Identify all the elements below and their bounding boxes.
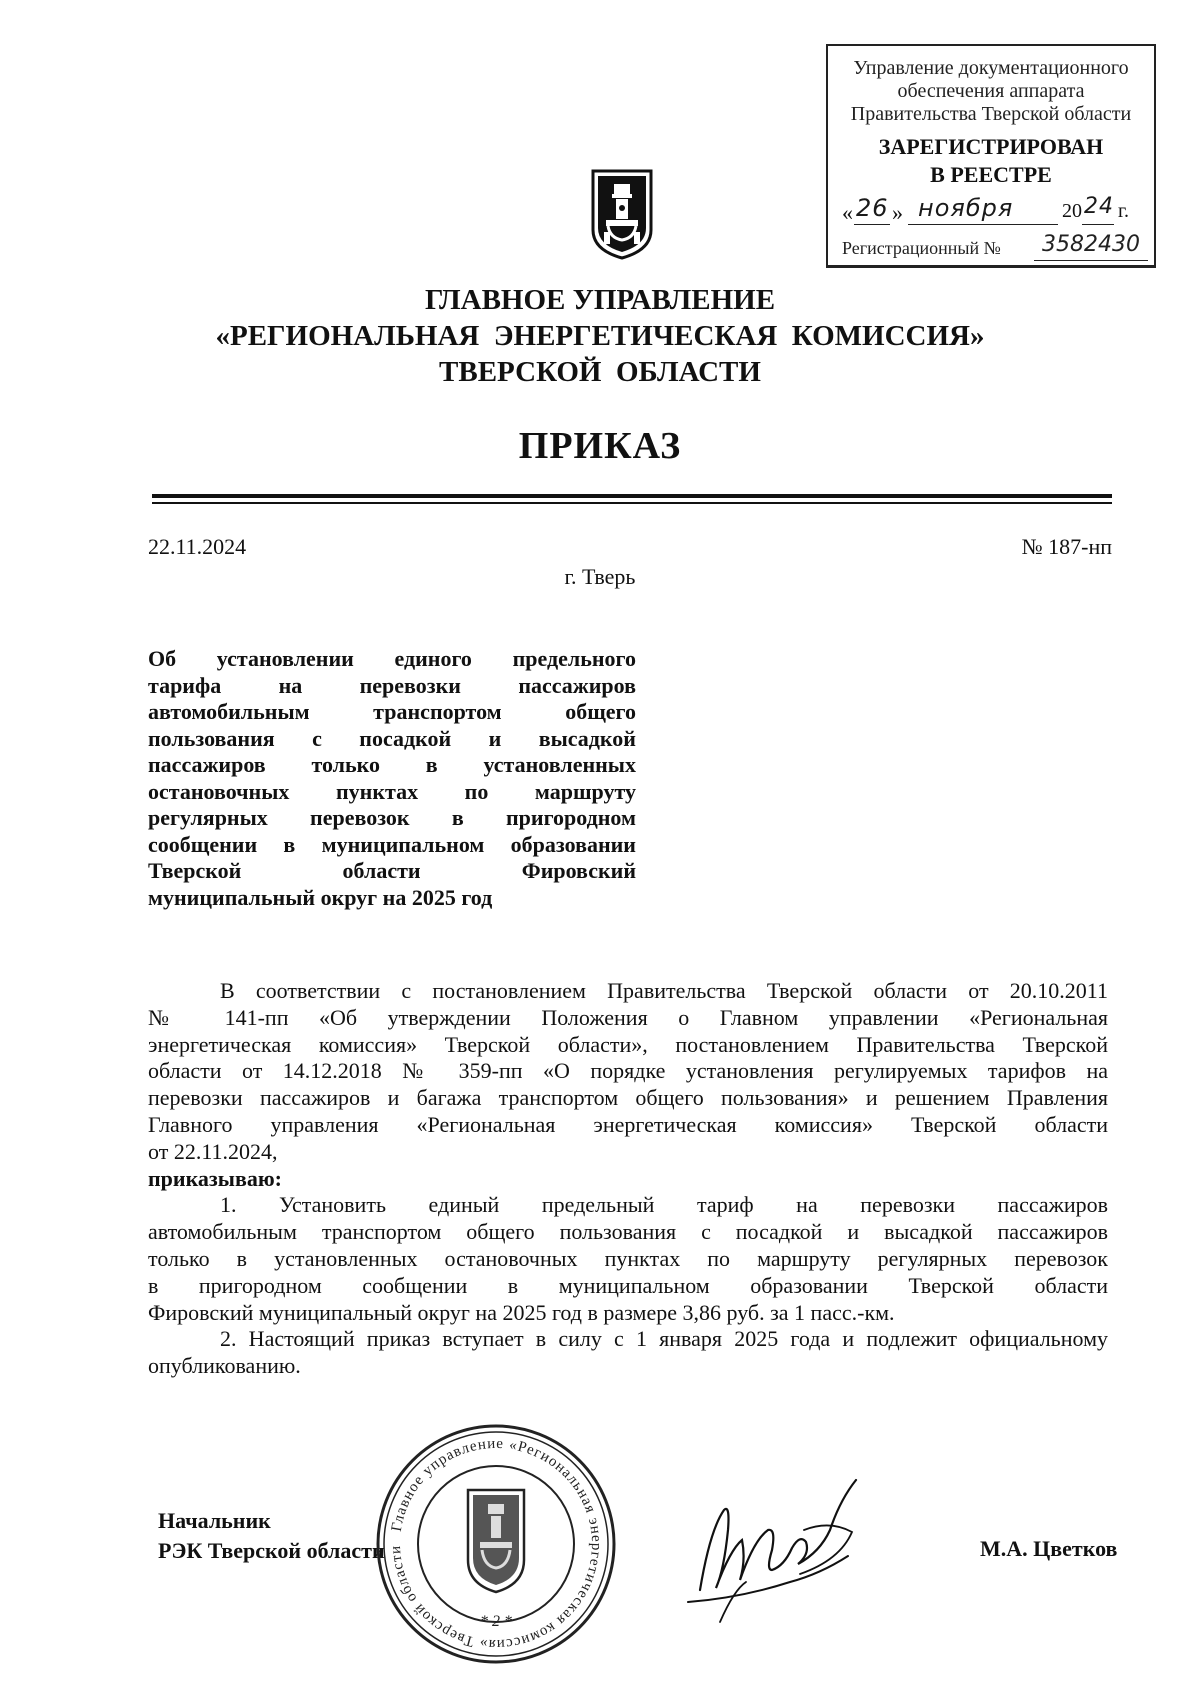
subject-line: сообщении в муниципальном образовании xyxy=(148,831,636,857)
body-line: перевозки пассажиров и багажа транспортом общего пользования» и решением Правления xyxy=(148,1085,1108,1111)
body-line: В соответствии с постановлением Правительства Тверской области от 20.10.2011 xyxy=(220,978,1108,1003)
document-date: 22.11.2024 xyxy=(148,534,247,559)
org-name-line1: ГЛАВНОЕ УПРАВЛЕНИЕ xyxy=(424,284,776,316)
body-line: энергетическая комиссия» Тверской области», постановлением Правительства Тверской xyxy=(148,1031,1108,1057)
official-seal xyxy=(372,1420,620,1668)
body-line: Главного управления «Региональная энергетическая комиссия» Тверской области xyxy=(148,1111,1108,1137)
body-line: области от 14.12.2018 № 359-пп «О порядке установления регулируемых тарифов на xyxy=(148,1058,1108,1084)
document-city: г. Тверь xyxy=(564,564,636,589)
stamp-date-month: ноября xyxy=(918,194,1014,222)
signer-name: М.А. Цветков xyxy=(980,1536,1118,1561)
item1-line: Фировский муниципальный округ на 2025 год в размере 3,86 руб. за 1 пасс.-км. xyxy=(148,1299,895,1325)
stamp-department-line3: Правительства Тверской области xyxy=(850,103,1132,125)
subject-line: регулярных перевозок в пригородном xyxy=(148,805,636,830)
stamp-date-year-unit: г. xyxy=(1118,200,1129,222)
signer-title xyxy=(158,1506,385,1566)
stamp-department-line2: обеспечения аппарата xyxy=(897,80,1085,102)
coat-of-arms-icon xyxy=(590,168,654,260)
body-line: № 141-пп «Об утверждении Положения о Главном управлении «Региональная xyxy=(148,1004,1108,1030)
stamp-date-close-quote: » xyxy=(892,200,903,225)
item2-line: 2. Настоящий приказ вступает в силу с 1 января 2025 года и подлежит официальному xyxy=(220,1326,1108,1352)
subject-line: Тверской области Фировский xyxy=(148,858,636,883)
item1-line: автомобильным транспортом общего пользования с посадкой и высадкой пассажиров xyxy=(148,1219,1108,1245)
document-number: № 187-нп xyxy=(1021,534,1112,559)
signer-title-line1: Начальник xyxy=(158,1508,271,1533)
stamp-date-year-prefix: 20 xyxy=(1062,200,1082,222)
signer-title-line2: РЭК Тверской области xyxy=(158,1538,385,1563)
seal-bottom-text: * 2 * xyxy=(480,1613,512,1630)
stamp-date xyxy=(842,196,1142,230)
subject-line: Об установлении единого предельного xyxy=(148,646,636,671)
header-rule xyxy=(152,494,1112,498)
stamp-reg-label: Регистрационный № xyxy=(842,238,1001,258)
org-name-line2: «РЕГИОНАЛЬНАЯ ЭНЕРГЕТИЧЕСКАЯ КОМИССИЯ» xyxy=(215,320,985,352)
body-line: от 22.11.2024, xyxy=(148,1138,278,1164)
header-rule-thin xyxy=(152,502,1112,504)
stamp-reg-number-value: 3582430 xyxy=(1042,232,1140,257)
item1-line: только в установленных остановочных пунктах по маршруту регулярных перевозок xyxy=(148,1245,1108,1271)
subject-line: тарифа на перевозки пассажиров xyxy=(148,672,636,698)
stamp-registered: ЗАРЕГИСТРИРОВАН xyxy=(878,134,1104,159)
handwritten-signature xyxy=(680,1470,880,1630)
org-name-line3: ТВЕРСКОЙ ОБЛАСТИ xyxy=(439,356,761,388)
stamp-reg-number xyxy=(842,232,1152,266)
stamp-date-day: 26 xyxy=(856,194,889,222)
subject-line: пользования с посадкой и высадкой xyxy=(148,725,636,751)
subject-line: остановочных пунктах по маршруту xyxy=(148,778,636,804)
stamp-department-line1: Управление документационного xyxy=(853,57,1129,79)
item1-line: в пригородном сообщении в муниципальном образовании Тверской области xyxy=(148,1272,1108,1298)
document-subject xyxy=(148,646,636,911)
registration-stamp xyxy=(826,44,1156,268)
order-word: приказываю: xyxy=(148,1165,282,1191)
stamp-date-open-quote: « xyxy=(842,200,853,225)
subject-line: автомобильным транспортом общего xyxy=(148,699,636,724)
document-body xyxy=(148,978,1108,1380)
stamp-date-year-suffix: 24 xyxy=(1084,194,1114,219)
subject-line: пассажиров только в установленных xyxy=(148,752,636,777)
item1-line: 1. Установить единый предельный тариф на перевозки пассажиров xyxy=(220,1192,1108,1218)
seal-ring-text: Главное управление «Региональная энергетическая комиссия» Тверской области xyxy=(387,1435,605,1653)
item2-line: опубликованию. xyxy=(148,1353,301,1379)
subject-line: муниципальный округ на 2025 год xyxy=(148,884,493,910)
document-type: ПРИКАЗ xyxy=(518,425,682,467)
stamp-in-registry: В РЕЕСТРЕ xyxy=(930,162,1052,187)
